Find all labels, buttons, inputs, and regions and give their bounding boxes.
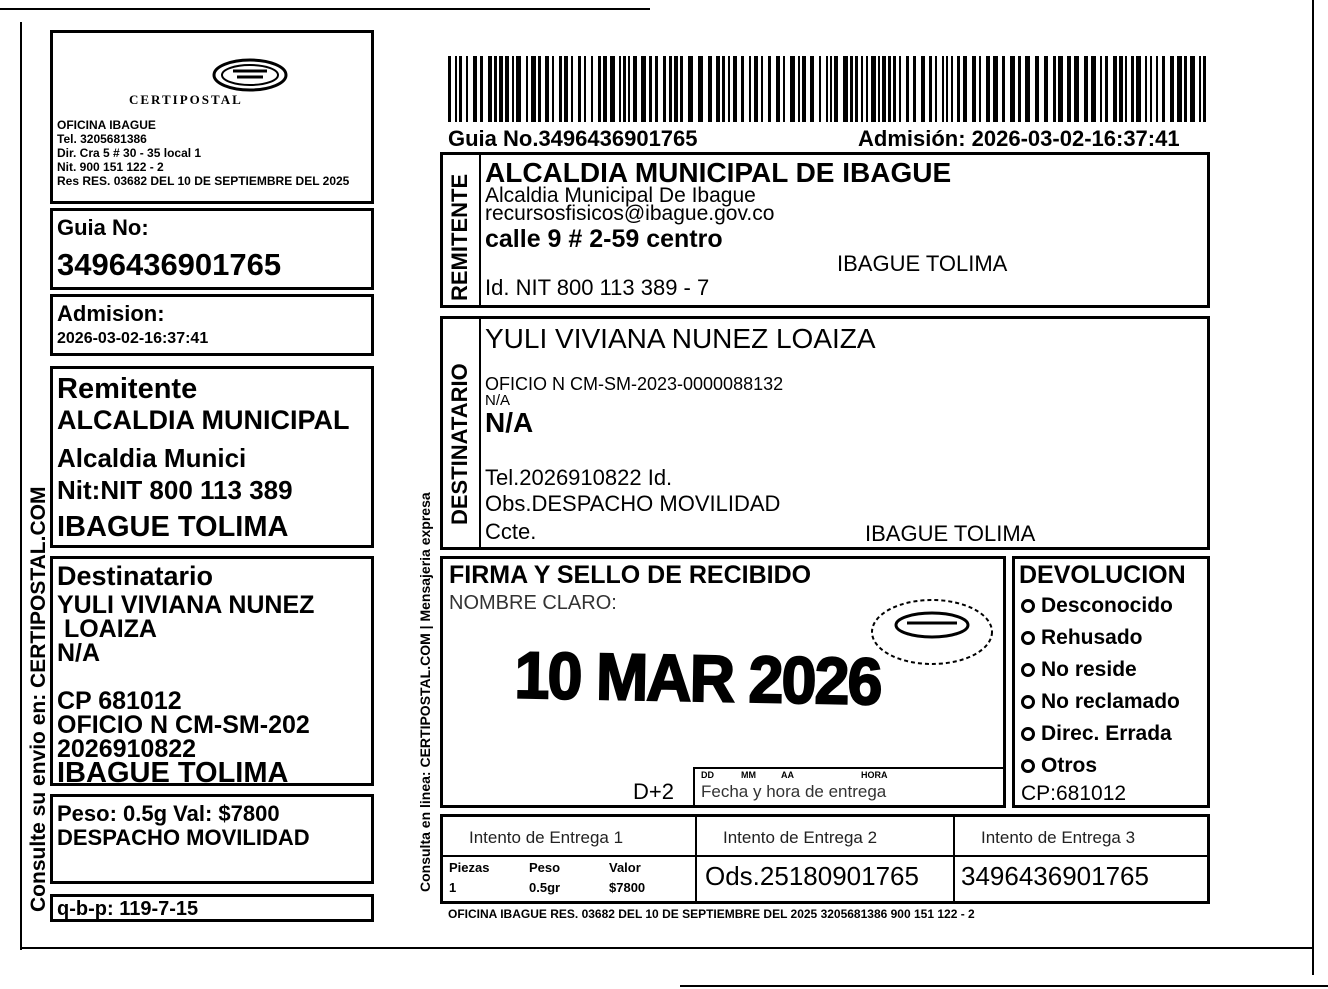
barcode-bar <box>473 56 477 122</box>
barcode-bar <box>810 56 814 122</box>
radio-icon <box>1021 663 1035 677</box>
office-box <box>50 30 374 204</box>
barcode-bar <box>448 56 451 122</box>
barcode <box>448 56 1208 122</box>
barcode-bar <box>578 56 581 122</box>
barcode-bar <box>1156 56 1158 122</box>
barcode-bar <box>1084 56 1088 122</box>
barcode-bar <box>564 56 568 122</box>
guia-line: Guia No.3496436901765 <box>448 126 698 151</box>
destinatario-right-city: IBAGUE TOLIMA <box>865 521 1036 546</box>
barcode-bar <box>649 56 652 122</box>
admision-box <box>50 294 374 356</box>
page-edge-bottom <box>680 985 1328 987</box>
piezas-header: Piezas <box>449 860 490 875</box>
barcode-bar <box>1010 56 1015 122</box>
barcode-bar <box>986 56 990 122</box>
barcode-bar <box>1170 56 1174 122</box>
barcode-bar <box>610 56 615 122</box>
barcode-bar <box>834 56 838 122</box>
barcode-bar <box>505 56 509 122</box>
barcode-bar <box>861 56 863 122</box>
barcode-bar <box>819 56 821 122</box>
fecha-mm: MM <box>741 770 756 780</box>
remitente-right-city: IBAGUE TOLIMA <box>837 251 1008 276</box>
barcode-bar <box>559 56 562 122</box>
intento-3: Intento de Entrega 3 <box>981 828 1136 847</box>
destinatario-box <box>50 556 374 789</box>
barcode-bar <box>878 56 880 122</box>
remitente-right-address: calle 9 # 2-59 centro <box>485 225 723 253</box>
barcode-bar <box>538 56 541 122</box>
firma-nombre: NOMBRE CLARO: <box>449 592 617 614</box>
barcode-bar <box>963 56 967 122</box>
valor-header: Valor <box>609 860 641 875</box>
barcode-bar <box>499 56 503 122</box>
destinatario-cp: CP 681012 <box>57 687 182 715</box>
guia-value: 3496436901765 <box>57 247 282 282</box>
destinatario-right-oficio: OFICIO N CM-SM-2023-0000088132 <box>485 374 784 394</box>
barcode-bar <box>512 56 514 122</box>
devolucion-option[interactable]: No reclamado <box>1021 691 1180 712</box>
intento-2: Intento de Entrega 2 <box>723 828 878 847</box>
logo-text: CERTIPOSTAL <box>129 92 243 107</box>
barcode-bar <box>584 56 586 122</box>
remitente-sub: Alcaldia Munici <box>57 443 247 473</box>
barcode-bar <box>1058 56 1063 122</box>
barcode-bar <box>716 56 720 122</box>
barcode-bar <box>545 56 549 122</box>
barcode-bar <box>749 56 751 122</box>
radio-icon <box>1021 695 1035 709</box>
barcode-bar <box>850 56 853 122</box>
barcode-bar <box>531 56 536 122</box>
office-dir: Dir. Cra 5 # 30 - 35 local 1 <box>57 146 202 160</box>
footer-line: OFICINA IBAGUE RES. 03682 DEL 10 DE SEPTIEMBRE DEL 2025 3205681386 900 151 122 - 2 <box>448 907 975 921</box>
barcode-bar <box>674 56 678 122</box>
remitente-nit: Nit:NIT 800 113 389 <box>57 475 293 505</box>
barcode-bar <box>921 56 925 122</box>
radio-icon <box>1021 727 1035 741</box>
remitente-box <box>50 366 374 548</box>
barcode-bar <box>906 56 909 122</box>
barcode-bar <box>1184 56 1187 122</box>
barcode-bar <box>972 56 976 122</box>
admision-line: Admisión: 2026-03-02-16:37:41 <box>858 126 1180 151</box>
barcode-bar <box>708 56 712 122</box>
barcode-bar <box>488 56 492 122</box>
barcode-bar <box>993 56 998 122</box>
barcode-bar <box>754 56 758 122</box>
destinatario-name2: LOAIZA <box>57 615 157 643</box>
firma-title: FIRMA Y SELLO DE RECIBIDO <box>449 561 812 589</box>
barcode-bar <box>957 56 960 122</box>
barcode-bar <box>882 56 886 122</box>
destinatario-right-box <box>440 316 1210 550</box>
date-stamp: 10 MAR 2026 <box>514 637 882 719</box>
remitente-right-sub: Alcaldia Municipal De Ibague <box>485 184 756 207</box>
barcode-bar <box>843 56 848 122</box>
barcode-bar <box>893 56 896 122</box>
barcode-bar <box>571 56 573 122</box>
left-side-text: Consulte su envio en: CERTIPOSTAL.COM <box>27 486 50 912</box>
barcode-bar <box>790 56 795 122</box>
destinatario-right-name: YULI VIVIANA NUNEZ LOAIZA <box>485 323 876 354</box>
barcode-bar <box>761 56 763 122</box>
remitente-right-box <box>440 152 1210 308</box>
barcode-bar <box>516 56 521 122</box>
radio-icon <box>1021 631 1035 645</box>
barcode-bar <box>480 56 483 122</box>
barcode-bar <box>1091 56 1096 122</box>
barcode-bar <box>798 56 800 122</box>
barcode-bar <box>741 56 744 122</box>
page-border-left <box>20 22 22 950</box>
destinatario-right-na-small: N/A <box>485 392 511 409</box>
destinatario-oficio: OFICIO N CM-SM-202 <box>57 711 310 739</box>
admision-label: Admision: <box>57 301 165 326</box>
barcode-bar <box>899 56 901 122</box>
right-side-text: Consulta en linea: CERTIPOSTAL.COM | Mensajeria expresa <box>417 492 433 892</box>
page-border-bottom <box>20 947 1314 949</box>
destinatario-right-obs: Obs.DESPACHO MOVILIDAD <box>485 491 781 516</box>
peso-box <box>50 794 374 884</box>
barcode-bar <box>728 56 730 122</box>
barcode-bar <box>1119 56 1123 122</box>
intento-1: Intento de Entrega 1 <box>469 828 624 847</box>
valor-value: $7800 <box>609 880 646 895</box>
office-nit: Nit. 900 151 122 - 2 <box>57 160 164 174</box>
barcode-bar <box>1150 56 1152 122</box>
devolucion-option[interactable]: Rehusado <box>1021 627 1143 648</box>
barcode-bar <box>1074 56 1079 122</box>
devolucion-option[interactable]: No reside <box>1021 659 1137 680</box>
barcode-bar <box>591 56 593 122</box>
barcode-bar <box>698 56 703 122</box>
peso-header: Peso <box>529 860 561 875</box>
barcode-bar <box>459 56 462 122</box>
guia-bottom-value: 3496436901765 <box>961 861 1149 891</box>
remitente-name: ALCALDIA MUNICIPAL <box>57 405 350 435</box>
destinatario-right-na-big: N/A <box>485 407 534 438</box>
fecha-hora: HORA <box>861 770 888 780</box>
barcode-bar <box>768 56 771 122</box>
remitente-city: IBAGUE TOLIMA <box>57 511 289 543</box>
destinatario-right-tel: Tel.2026910822 Id. <box>485 465 673 490</box>
barcode-bar <box>776 56 780 122</box>
barcode-bar <box>951 56 953 122</box>
remitente-right-email: recursosfisicos@ibague.gov.co <box>485 202 775 225</box>
fecha-aa: AA <box>781 770 794 780</box>
barcode-bar <box>929 56 932 122</box>
barcode-bar <box>526 56 528 122</box>
barcode-bar <box>826 56 828 122</box>
barcode-bar <box>1053 56 1056 122</box>
certipostal-logo <box>211 57 289 93</box>
barcode-bar <box>979 56 981 122</box>
barcode-bar <box>1199 56 1201 122</box>
page-border-top <box>0 8 650 10</box>
remitente-heading: Remitente <box>57 373 198 405</box>
barcode-bar <box>1100 56 1102 122</box>
barcode-bar <box>722 56 725 122</box>
barcode-bar <box>466 56 468 122</box>
barcode-bar <box>633 56 637 122</box>
barcode-bar <box>603 56 607 122</box>
barcode-bar <box>830 56 832 122</box>
d2-label: D+2 <box>633 779 674 804</box>
barcode-bar <box>552 56 554 122</box>
barcode-bar <box>1136 56 1141 122</box>
barcode-bar <box>888 56 891 122</box>
destinatario-city: IBAGUE TOLIMA <box>57 757 289 789</box>
intentos-box <box>440 814 1210 904</box>
barcode-bar <box>1162 56 1165 122</box>
qbp-value: q-b-p: 119-7-15 <box>57 898 199 920</box>
barcode-bar <box>455 56 457 122</box>
barcode-bar <box>935 56 937 122</box>
destinatario-na: N/A <box>57 639 101 667</box>
barcode-bar <box>942 56 944 122</box>
office-name: OFICINA IBAGUE <box>57 118 156 132</box>
devolucion-option[interactable]: Otros <box>1021 755 1097 776</box>
destinatario-right-ccte: Ccte. <box>485 519 537 544</box>
barcode-bar <box>1131 56 1134 122</box>
qbp-box <box>50 894 374 922</box>
office-tel: Tel. 3205681386 <box>57 132 147 146</box>
admision-value: 2026-03-02-16:37:41 <box>57 330 209 347</box>
remitente-vertical-label: REMITENTE <box>447 173 472 301</box>
barcode-bar <box>1002 56 1005 122</box>
barcode-bar <box>641 56 646 122</box>
barcode-bar <box>680 56 683 122</box>
destinatario-name1: YULI VIVIANA NUNEZ <box>57 591 315 619</box>
barcode-bar <box>802 56 806 122</box>
barcode-bar <box>733 56 737 122</box>
barcode-bar <box>1018 56 1021 122</box>
barcode-bar <box>1145 56 1147 122</box>
barcode-bar <box>946 56 948 122</box>
barcode-bar <box>623 56 626 122</box>
fecha-label: Fecha y hora de entrega <box>701 782 887 801</box>
destinatario-heading: Destinatario <box>57 561 214 591</box>
radio-icon <box>1021 599 1035 613</box>
barcode-bar <box>866 56 868 122</box>
fecha-dd: DD <box>701 770 714 780</box>
barcode-bar <box>494 56 497 122</box>
ods-value: Ods.25180901765 <box>705 861 919 891</box>
despacho-line: DESPACHO MOVILIDAD <box>57 825 310 850</box>
peso-line: Peso: 0.5g Val: $7800 <box>57 801 280 826</box>
barcode-bar <box>871 56 876 122</box>
piezas-value: 1 <box>449 880 457 895</box>
firma-box <box>440 556 1006 808</box>
office-res: Res RES. 03682 DEL 10 DE SEPTIEMBRE DEL 2025 <box>57 174 350 188</box>
remitente-right-id: Id. NIT 800 113 389 - 7 <box>485 275 710 300</box>
barcode-bar <box>1025 56 1030 122</box>
destinatario-tel: 2026910822 <box>57 735 197 763</box>
devolucion-option[interactable]: Direc. Errada <box>1021 723 1172 744</box>
devolucion-title: DEVOLUCION <box>1019 561 1186 589</box>
barcode-bar <box>619 56 621 122</box>
barcode-bar <box>1113 56 1117 122</box>
barcode-bar <box>1190 56 1195 122</box>
devolucion-box <box>1012 556 1210 808</box>
guia-box <box>50 208 374 290</box>
devolucion-cp: CP:681012 <box>1021 782 1127 805</box>
destinatario-vertical-label: DESTINATARIO <box>447 363 472 525</box>
barcode-bar <box>688 56 693 122</box>
barcode-bar <box>1177 56 1182 122</box>
barcode-bar <box>783 56 785 122</box>
barcode-bar <box>1035 56 1039 122</box>
barcode-bar <box>663 56 666 122</box>
barcode-bar <box>855 56 858 122</box>
barcode-bar <box>1067 56 1071 122</box>
barcode-bar <box>913 56 916 122</box>
barcode-bar <box>655 56 658 122</box>
devolucion-option[interactable]: Desconocido <box>1021 595 1173 616</box>
guia-label: Guia No: <box>57 215 149 240</box>
barcode-bar <box>1203 56 1206 122</box>
remitente-right-name: ALCALDIA MUNICIPAL DE IBAGUE <box>485 157 952 188</box>
radio-icon <box>1021 759 1035 773</box>
barcode-bar <box>669 56 672 122</box>
barcode-bar <box>1125 56 1127 122</box>
barcode-bar <box>1105 56 1108 122</box>
peso-value: 0.5gr <box>529 880 561 895</box>
barcode-bar <box>628 56 630 122</box>
received-seal <box>867 595 997 669</box>
barcode-bar <box>598 56 601 122</box>
barcode-bar <box>1044 56 1048 122</box>
page-border-right <box>1312 0 1314 975</box>
